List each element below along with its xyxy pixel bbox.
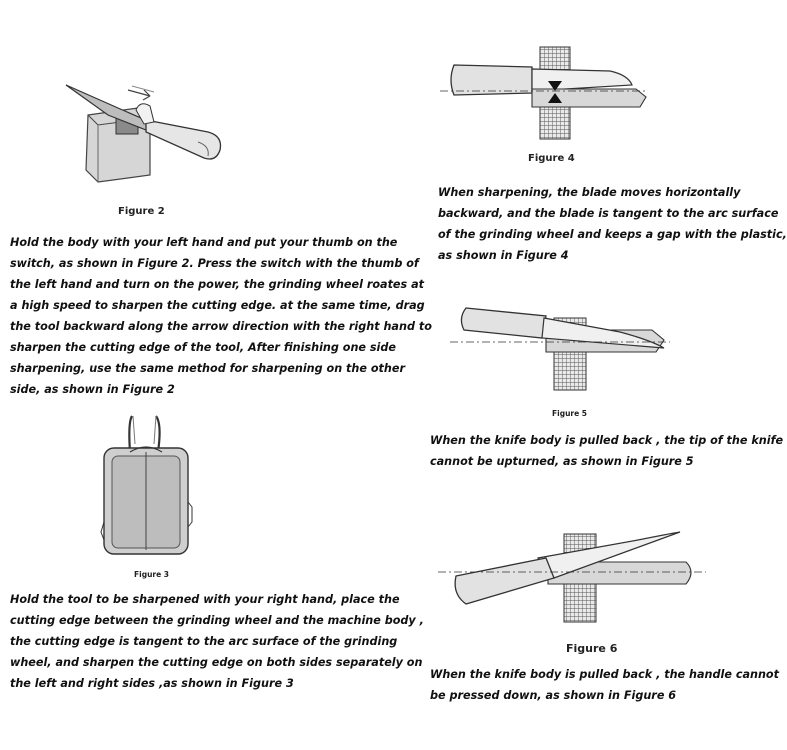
- figure-5-illustration: [450, 290, 675, 395]
- figure-2-illustration: [58, 70, 238, 195]
- figure-3-illustration: [100, 412, 200, 560]
- figure-4-illustration: [440, 45, 650, 145]
- figure-6-illustration: [438, 528, 708, 628]
- figure-6-text: When the knife body is pulled back , the handle cannot be pressed down, as shown in Figure 6: [430, 668, 779, 702]
- figure-2-caption: Figure 2: [118, 206, 165, 217]
- figure-3-caption: Figure 3: [134, 570, 170, 579]
- figure-4-text: When sharpening, the blade moves horizontally backward, and the blade is tangent to the arc surface of the grinding wheel and keeps a gap with the plastic, as shown in Figure 4: [438, 186, 787, 262]
- figure-4-caption: Figure 4: [528, 153, 575, 164]
- figure-5-caption: Figure 5: [552, 409, 588, 418]
- figure-2-text: Hold the body with your left hand and put your thumb on the switch, as shown in Figure 2. Press the switch with the thumb of the left hand and turn on the power, the grinding wheel roates at a high speed to sharpen the cutting edge. at the same time, drag the tool backward along the arrow direction with the right hand to sharpen the cutting edge of the tool, After finishing one side sharpening, use the same method for sharpening on the other side, as shown in Figure 2: [10, 236, 432, 396]
- figure-3-text: Hold the tool to be sharpened with your right hand, place the cutting edge between the grinding wheel and the machine body , the cutting edge is tangent to the arc surface of the grinding wheel, and sharpen the cutting edge on both sides separately on the left and right sides ,as shown in Figure 3: [10, 593, 424, 690]
- figure-6-caption: Figure 6: [566, 642, 618, 655]
- figure-5-text: When the knife body is pulled back , the tip of the knife cannot be upturned, as shown in Figure 5: [430, 434, 784, 468]
